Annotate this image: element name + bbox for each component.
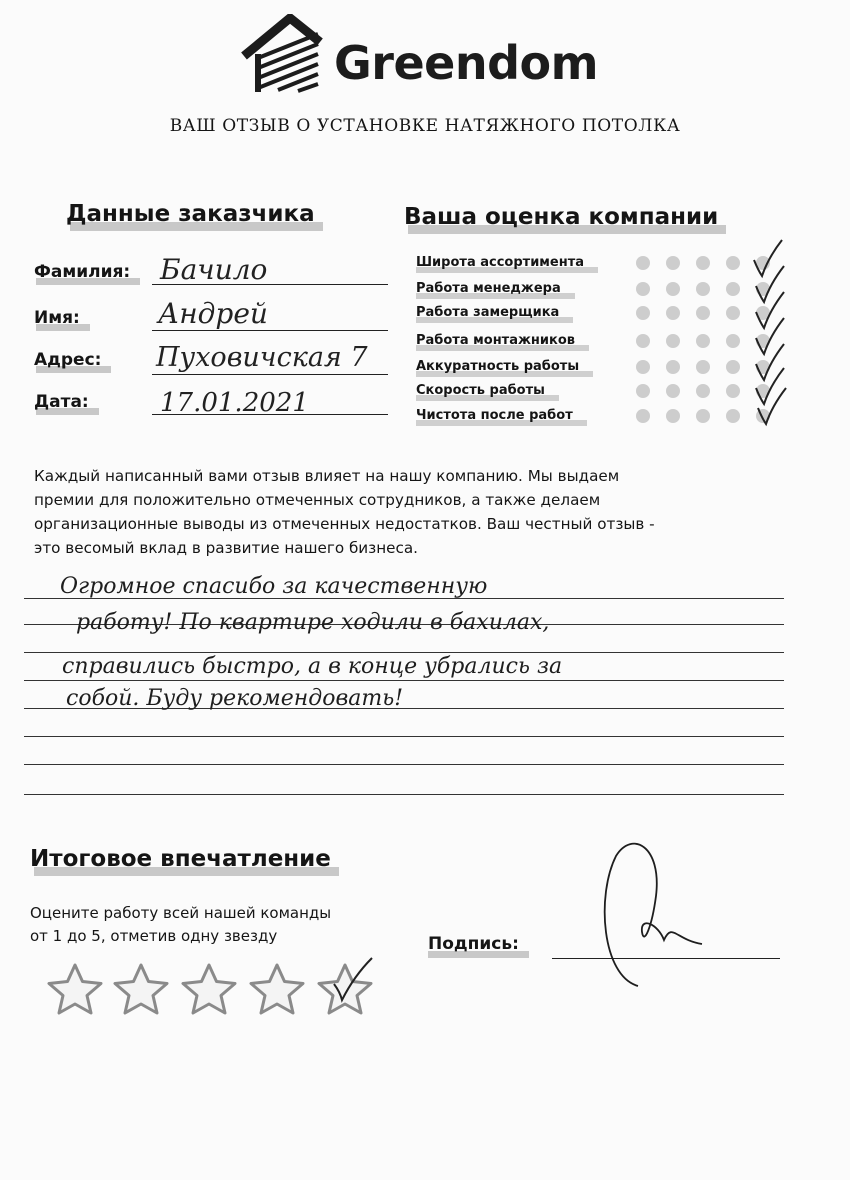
review-rule [24, 736, 784, 737]
house-logo-icon [238, 14, 330, 94]
address-line [152, 374, 388, 375]
final-desc-line: от 1 до 5, отметив одну звезду [30, 927, 278, 945]
rating-dot[interactable] [726, 384, 740, 398]
rating-dot[interactable] [696, 256, 710, 270]
address-value[interactable]: Пуховичская 7 [156, 342, 368, 373]
review-rule [24, 652, 784, 653]
star-icon-selected[interactable] [314, 954, 380, 1018]
rating-dot[interactable] [726, 256, 740, 270]
rating-dot[interactable] [696, 409, 710, 423]
name-line [152, 330, 388, 331]
rating-dot[interactable] [636, 334, 650, 348]
rating-dot[interactable] [666, 256, 680, 270]
rating-dot[interactable] [666, 334, 680, 348]
rating-dot[interactable] [636, 282, 650, 296]
signature-scribble-icon [592, 836, 712, 996]
date-value[interactable]: 17.01.2021 [160, 388, 309, 418]
intro-line: организационные выводы из отмеченных недостатков. Ваш честный отзыв - [34, 515, 655, 533]
rating-dot[interactable] [726, 409, 740, 423]
customer-heading: Данные заказчика [66, 201, 315, 227]
criterion-cleanliness: Чистота после работ [416, 408, 573, 423]
star-icon[interactable] [44, 962, 106, 1016]
rating-dot[interactable] [696, 360, 710, 374]
rating-dot[interactable] [636, 409, 650, 423]
star-icon[interactable] [246, 962, 308, 1016]
review-line: работу! По квартире ходили в бахилах, [76, 610, 550, 635]
star-icon[interactable] [178, 962, 240, 1016]
criterion-installers: Работа монтажников [416, 333, 575, 348]
rating-dot[interactable] [696, 282, 710, 296]
criterion-accuracy: Аккуратность работы [416, 359, 580, 374]
review-rule [24, 794, 784, 795]
rating-dot[interactable] [726, 334, 740, 348]
surname-value[interactable]: Бачило [160, 253, 268, 286]
surname-label: Фамилия: [34, 262, 131, 282]
review-line: справились быстро, а в конце убрались за [62, 654, 563, 679]
rating-dot[interactable] [726, 306, 740, 320]
date-label: Дата: [34, 392, 89, 412]
rating-dot[interactable] [636, 384, 650, 398]
rating-dot[interactable] [696, 306, 710, 320]
intro-line: Каждый написанный вами отзыв влияет на нашу компанию. Мы выдаем [34, 467, 620, 485]
intro-paragraph [34, 464, 804, 560]
document-title: ВАШ ОТЗЫВ О УСТАНОВКЕ НАТЯЖНОГО ПОТОЛКА [169, 116, 681, 136]
rating-dot[interactable] [696, 334, 710, 348]
brand [238, 14, 598, 100]
rating-heading: Ваша оценка компании [404, 204, 719, 230]
rating-dot[interactable] [636, 306, 650, 320]
criterion-speed: Скорость работы [416, 383, 545, 398]
criterion-measurer: Работа замерщика [416, 305, 560, 320]
rating-dot[interactable] [666, 384, 680, 398]
criterion-assortment: Широта ассортимента [416, 255, 585, 270]
review-line: собой. Буду рекомендовать! [66, 686, 404, 711]
name-value[interactable]: Андрей [158, 297, 268, 330]
signature-label: Подпись: [428, 934, 519, 954]
brand-name: Greendom [334, 36, 599, 90]
star-icon[interactable] [110, 962, 172, 1016]
final-impression-heading: Итоговое впечатление [30, 846, 331, 872]
rating-dot[interactable] [696, 384, 710, 398]
rating-dot[interactable] [666, 409, 680, 423]
final-desc-line: Оцените работу всей нашей команды [30, 904, 332, 922]
rating-dot[interactable] [666, 360, 680, 374]
review-rule [24, 680, 784, 681]
rating-dot[interactable] [636, 256, 650, 270]
rating-dot[interactable] [666, 306, 680, 320]
intro-line: премии для положительно отмеченных сотрудников, а также делаем [34, 491, 601, 509]
final-impression-description [30, 902, 410, 948]
check-mark-icon [754, 384, 790, 428]
intro-line: это весомый вклад в развитие нашего бизнеса. [34, 539, 419, 557]
rating-dot[interactable] [666, 282, 680, 296]
review-line: Огромное спасибо за качественную [60, 574, 488, 599]
criterion-manager: Работа менеджера [416, 281, 561, 296]
rating-dot[interactable] [726, 360, 740, 374]
name-label: Имя: [34, 308, 80, 328]
rating-dot[interactable] [726, 282, 740, 296]
address-label: Адрес: [34, 350, 102, 370]
rating-dot[interactable] [636, 360, 650, 374]
review-rule [24, 764, 784, 765]
